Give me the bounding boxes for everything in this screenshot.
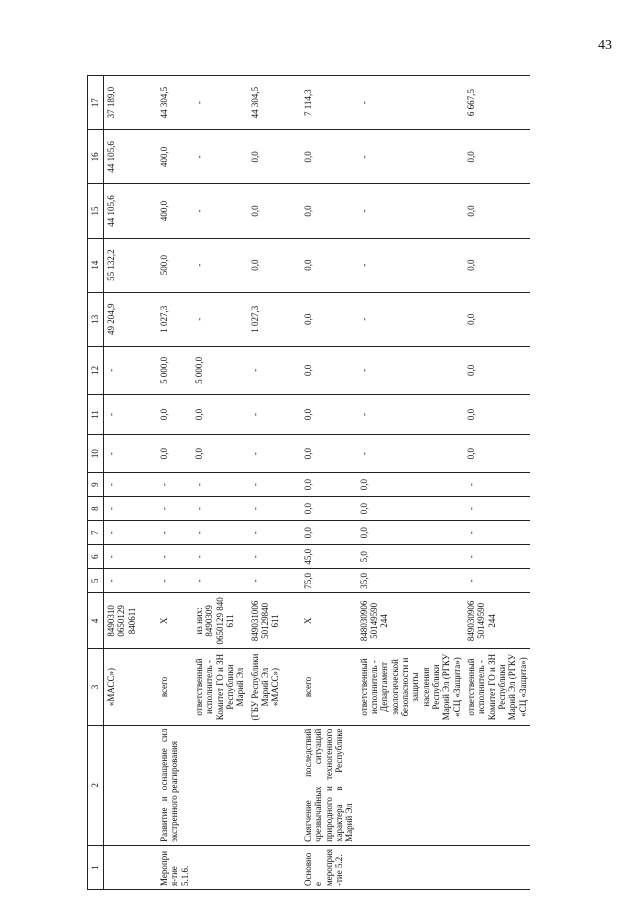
row-spacer [139,76,157,890]
amount-cell: - [357,184,464,238]
amount-cell: - [192,238,248,292]
amount-cell: - [192,130,248,184]
amount-cell: - [248,346,283,394]
budget-code-cell: 849031006 50129840 611 [248,593,283,649]
budget-table [87,75,530,890]
amount-cell: 0,0 [301,435,357,473]
amount-cell: 44 105,6 [104,130,140,184]
col-header: 6 [88,545,104,569]
executor-cell: ответственный исполнитель - Комитет ГО и ЗН Республики Марий Эл (РГКУ «СЦ «Защита») [464,649,530,725]
amount-cell: - [104,435,140,473]
amount-cell: 6 667,5 [464,76,530,130]
amount-cell: - [157,497,192,521]
empty-cell [139,473,157,497]
table-row [248,76,283,890]
amount-cell: 0,0 [157,435,192,473]
empty-cell [139,292,157,346]
empty-cell [139,394,157,434]
empty-cell [283,184,301,238]
budget-code-cell: X [157,593,192,649]
empty-cell [139,238,157,292]
executor-cell: «МАСС») [104,649,140,725]
amount-cell: - [357,130,464,184]
amount-cell: - [192,521,248,545]
table-row [301,76,357,890]
event-name-cell [357,725,464,845]
amount-cell: 400,0 [157,184,192,238]
empty-cell [283,292,301,346]
amount-cell: - [104,473,140,497]
amount-cell: 45,0 [301,545,357,569]
executor-cell: всего [301,649,357,725]
amount-cell: - [248,473,283,497]
event-number-cell: Основное мероприя-тие 5.2. [301,845,357,889]
empty-cell [139,76,157,130]
amount-cell: 0,0 [248,130,283,184]
amount-cell: 44 304,5 [248,76,283,130]
amount-cell: 44 105,6 [104,184,140,238]
col-header: 5 [88,569,104,593]
event-name-cell: Развитие и оснащение сил экстренного реагирования [157,725,192,845]
amount-cell: 1 027,3 [248,292,283,346]
empty-cell [283,725,301,845]
row-spacer [283,76,301,890]
amount-cell: - [104,346,140,394]
amount-cell: 5 000,0 [157,346,192,394]
table-row [464,76,530,890]
amount-cell: - [192,76,248,130]
amount-cell: - [248,545,283,569]
event-name-cell [192,725,248,845]
table-row [157,76,192,890]
amount-cell: - [464,545,530,569]
empty-cell [139,184,157,238]
amount-cell: - [464,497,530,521]
empty-cell [283,130,301,184]
executor-cell: ответственный исполнитель - Комитет ГО и ЗН Республики Марий Эл [192,649,248,725]
amount-cell: - [192,473,248,497]
budget-code-cell: 848030906 50149590 244 [357,593,464,649]
amount-cell: 0,0 [464,346,530,394]
empty-cell [139,521,157,545]
amount-cell: 0,0 [192,435,248,473]
empty-cell [139,497,157,521]
col-header: 1 [88,845,104,889]
amount-cell: - [192,184,248,238]
amount-cell: 0,0 [357,497,464,521]
amount-cell: - [357,435,464,473]
col-header: 16 [88,130,104,184]
event-number-cell [248,845,283,889]
amount-cell: - [248,521,283,545]
amount-cell: 44 304,5 [157,76,192,130]
empty-cell [283,545,301,569]
empty-cell [283,238,301,292]
empty-cell [283,473,301,497]
col-header: 2 [88,725,104,845]
amount-cell: - [357,346,464,394]
empty-cell [139,593,157,649]
amount-cell: 0,0 [248,238,283,292]
empty-cell [139,545,157,569]
amount-cell: 0,0 [301,238,357,292]
amount-cell: 55 132,2 [104,238,140,292]
amount-cell: 5,0 [357,545,464,569]
amount-cell: 0,0 [464,435,530,473]
event-name-cell [104,725,140,845]
empty-cell [139,845,157,889]
amount-cell: - [157,473,192,497]
amount-cell: 5 000,0 [192,346,248,394]
amount-cell: 0,0 [464,292,530,346]
amount-cell: - [464,569,530,593]
rotated-page-content [87,75,617,890]
col-header: 3 [88,649,104,725]
amount-cell: 0,0 [301,346,357,394]
amount-cell: - [357,292,464,346]
amount-cell: 0,0 [301,473,357,497]
amount-cell: 75,0 [301,569,357,593]
col-header: 17 [88,76,104,130]
col-header: 15 [88,184,104,238]
event-number-cell [357,845,464,889]
amount-cell: 0,0 [464,184,530,238]
table-row [104,76,140,890]
col-header: 11 [88,394,104,434]
amount-cell: - [192,292,248,346]
amount-cell: - [192,569,248,593]
event-number-cell [104,845,140,889]
empty-cell [283,569,301,593]
amount-cell: 0,0 [301,497,357,521]
table-row [357,76,464,890]
amount-cell: 0,0 [192,394,248,434]
event-number-cell [192,845,248,889]
empty-cell [283,435,301,473]
empty-cell [283,521,301,545]
amount-cell: 1 027,3 [157,292,192,346]
amount-cell: 0,0 [157,394,192,434]
empty-cell [139,435,157,473]
amount-cell: 0,0 [301,292,357,346]
amount-cell: 0,0 [464,238,530,292]
amount-cell: - [248,435,283,473]
amount-cell: - [157,545,192,569]
amount-cell: - [357,394,464,434]
amount-cell: - [357,76,464,130]
amount-cell: - [248,569,283,593]
executor-cell: (ГБУ Республики Марий Эл «МАСС») [248,649,283,725]
amount-cell: 0,0 [357,473,464,497]
empty-cell [139,130,157,184]
empty-cell [139,346,157,394]
executor-cell: ответственный исполнитель - Департамент экологической безопасности и защиты населения Республики Марий Эл (РГКУ «СЦ «Защита») [357,649,464,725]
empty-cell [283,346,301,394]
header-row [88,76,104,890]
executor-cell: всего [157,649,192,725]
col-header: 12 [88,346,104,394]
amount-cell: - [248,497,283,521]
budget-code-cell: 8490310 0650129 840611 [104,593,140,649]
amount-cell: - [104,394,140,434]
empty-cell [139,569,157,593]
amount-cell: 0,0 [464,394,530,434]
col-header: 10 [88,435,104,473]
empty-cell [283,845,301,889]
col-header: 4 [88,593,104,649]
amount-cell: - [157,521,192,545]
amount-cell: 0,0 [301,521,357,545]
amount-cell: 400,0 [157,130,192,184]
budget-code-cell: 849030906 50149590 244 [464,593,530,649]
amount-cell: - [104,497,140,521]
event-number-cell [464,845,530,889]
col-header: 13 [88,292,104,346]
amount-cell: - [157,569,192,593]
col-header: 8 [88,497,104,521]
amount-cell: 500,0 [157,238,192,292]
empty-cell [283,394,301,434]
amount-cell: - [104,521,140,545]
amount-cell: 0,0 [301,184,357,238]
col-header: 14 [88,238,104,292]
page-number: 43 [598,38,612,53]
budget-code-cell: X [301,593,357,649]
budget-code-cell: из них: 8490309 0650129 840 611 [192,593,248,649]
empty-cell [283,76,301,130]
amount-cell: 0,0 [301,394,357,434]
empty-cell [283,649,301,725]
empty-cell [139,649,157,725]
amount-cell: - [192,497,248,521]
amount-cell: 0,0 [357,521,464,545]
table-row [192,76,248,890]
amount-cell: 37 189,0 [104,76,140,130]
amount-cell: - [464,473,530,497]
col-header: 9 [88,473,104,497]
amount-cell: - [192,545,248,569]
event-number-cell: Мероприя-тие 5.1.6. [157,845,192,889]
amount-cell: 0,0 [464,130,530,184]
amount-cell: - [248,394,283,434]
empty-cell [283,497,301,521]
event-name-cell [248,725,283,845]
event-name-cell: Смягчение последствий чрезвычайных ситуаций природного и техногенного характера в Республике Марий Эл [301,725,357,845]
amount-cell: - [464,521,530,545]
amount-cell: - [104,545,140,569]
col-header: 7 [88,521,104,545]
event-name-cell [464,725,530,845]
empty-cell [283,593,301,649]
amount-cell: 49 204,9 [104,292,140,346]
table-body [104,76,531,890]
amount-cell: - [357,238,464,292]
empty-cell [139,725,157,845]
amount-cell: 7 114,3 [301,76,357,130]
amount-cell: 35,0 [357,569,464,593]
amount-cell: 0,0 [248,184,283,238]
amount-cell: - [104,569,140,593]
amount-cell: 0,0 [301,130,357,184]
